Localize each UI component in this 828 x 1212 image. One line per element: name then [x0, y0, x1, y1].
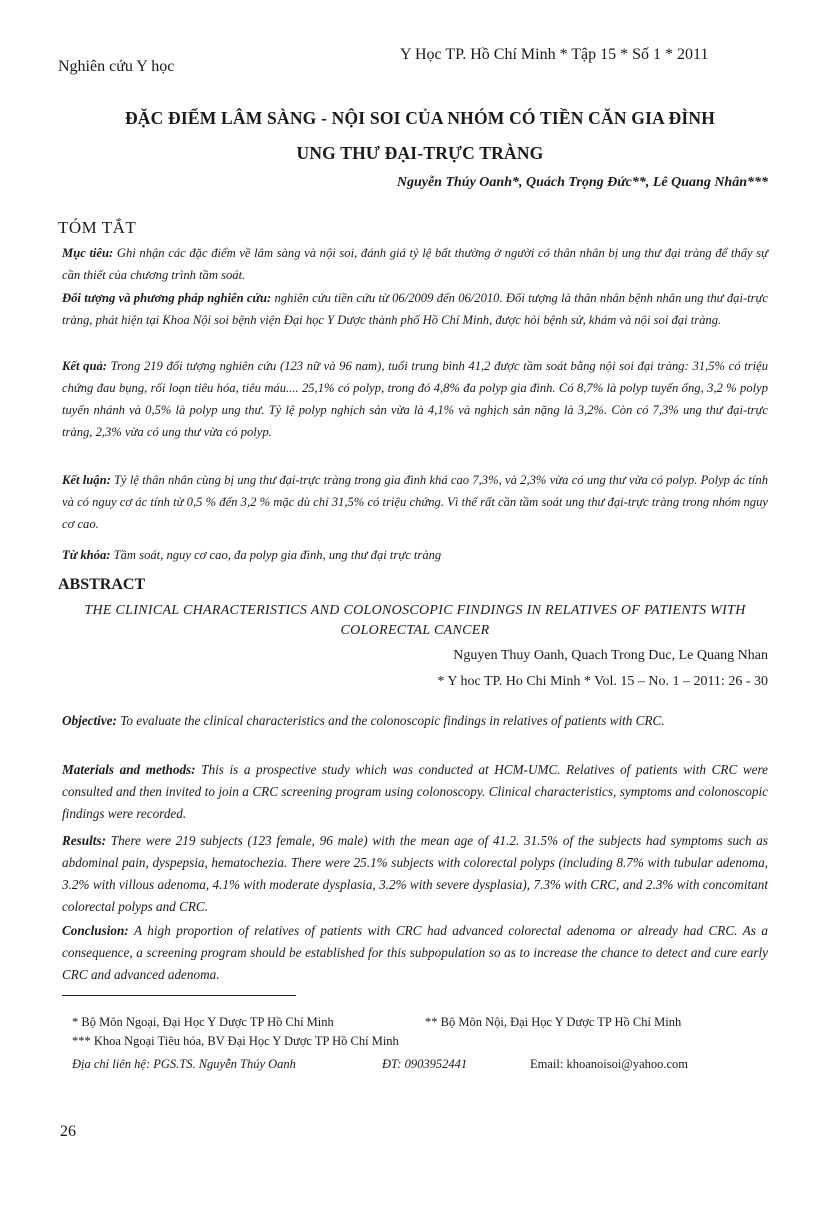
authors-english: Nguyen Thuy Oanh, Quach Trong Duc, Le Quang Nhan [453, 648, 768, 663]
lead-conclusion: Conclusion: [62, 923, 129, 938]
paragraph-muc-tieu [62, 242, 768, 286]
running-header-left: Nghiên cứu Y học [58, 58, 175, 75]
authors-vietnamese: Nguyễn Thúy Oanh*, Quách Trọng Đức**, Lê Quang Nhân*** [396, 175, 768, 190]
footnote-divider [62, 995, 296, 996]
text-ket-qua: Trong 219 đối tượng nghiên cứu (123 nữ và 96 nam), tuổi trung bình 41,2 được tầm soát bằng nội soi đại tràng: 31,5% có triệu chứng đau bụng, rối loạn tiêu hóa, tiêu máu.... 25,1% có polyp, trong đó 4,8% đa polyp gia đình. Có 8,7% là polyp tuyến ống, 3,2 % polyp tuyến nhánh và 0,5% là polyp ung thư. Tỷ lệ polyp nghịch sản vừa là 4,1% và nghịch sản nặng là 3,2%. Còn có 7,3% ung thư đại-trực tràng, 2,3% vừa có ung thư vừa có polyp. [62, 359, 768, 439]
article-title-line2: UNG THƯ ĐẠI-TRỰC TRÀNG [296, 143, 544, 163]
lead-materials: Materials and methods: [62, 762, 196, 777]
paragraph-doi-tuong [62, 287, 768, 331]
abstract-title: THE CLINICAL CHARACTERISTICS AND COLONOSCOPIC FINDINGS IN RELATIVES OF PATIENTS WITH COLORECTAL CANCER [84, 603, 746, 638]
paragraph-objective [62, 710, 768, 732]
section-heading-abstract: ABSTRACT [58, 576, 146, 593]
lead-tu-khoa: Từ khóa: [62, 548, 111, 562]
paragraph-conclusion [62, 920, 768, 986]
article-title-line1: ĐẶC ĐIỂM LÂM SÀNG - NỘI SOI CỦA NHÓM CÓ TIỀN CĂN GIA ĐÌNH [124, 108, 716, 128]
paragraph-ket-luan [62, 469, 768, 535]
running-header-right: Y Học TP. Hồ Chí Minh * Tập 15 * Số 1 * 2011 [400, 46, 709, 63]
lead-ket-luan: Kết luận: [62, 473, 111, 487]
paragraph-results [62, 830, 768, 918]
footnote-contact: Địa chỉ liên hệ: PGS.TS. Nguyễn Thúy Oanh [72, 1057, 296, 1071]
lead-doi-tuong: Đối tượng và phương pháp nghiên cứu: [62, 291, 272, 305]
footnote-email: Email: khoanoisoi@yahoo.com [530, 1057, 689, 1071]
footnote-affiliation-2: ** Bộ Môn Nội, Đại Học Y Dược TP Hồ Chí Minh [425, 1015, 682, 1029]
text-results: There were 219 subjects (123 female, 96 male) with the mean age of 41.2. 31.5% of the subjects had symptoms such as abdominal pain, dyspepsia, hematochezia. There were 25.1% subjects with colorectal polyps (including 8.7% with tubular adenoma, 3.2% with villous adenoma, 4.1% with moderate dysplasia, 3.2% with severe dysplasia), 7.3% with CRC, and 2.3% with concomitant colorectal polyps and CRC. [62, 833, 768, 914]
text-muc-tieu: Ghi nhận các đặc điểm về lâm sàng và nội soi, đánh giá tỷ lệ bất thường ở người có thân nhân bị ung thư đại tràng để thấy sự cần thiết của chương trình tầm soát. [62, 246, 769, 282]
text-tu-khoa: Tầm soát, nguy cơ cao, đa polyp gia đình, ung thư đại trực tràng [110, 548, 442, 562]
text-ket-luan: Tỷ lệ thân nhân cùng bị ung thư đại-trực tràng trong gia đình khá cao 7,3%, và 2,3% vừa có ung thư vừa có polyp. Polyp ác tính và có nguy cơ ác tính từ 0,5 % đến 3,2 % mặc dù chỉ 31,5% có triệu chứng. Vì thế rất cần tầm soát ung thư đại-trực tràng trong nhóm nguy cơ cao. [62, 473, 768, 531]
paragraph-materials [62, 759, 768, 825]
text-materials: This is a prospective study which was conducted at HCM-UMC. Relatives of patients with CRC were consulted and then invited to join a CRC screening program using colonoscopy. Clinical characteristics, symptoms and colonoscopic findings were recorded. [62, 762, 768, 821]
text-conclusion: A high proportion of relatives of patients with CRC had advanced colorectal adenoma or already had CRC. As a consequence, a screening program should be established for this subpopulation so as to increase the chance to detect and cure early CRC and advanced adenoma. [62, 923, 768, 982]
text-objective: To evaluate the clinical characteristics and the colonoscopic findings in relatives of patients with CRC. [116, 713, 665, 728]
section-heading-tomtat: TÓM TẮT [58, 218, 137, 237]
footnote-affiliation-3: *** Khoa Ngoại Tiêu hóa, BV Đại Học Y Dược TP Hồ Chí Minh [72, 1034, 399, 1048]
lead-ket-qua: Kết quả: [62, 359, 107, 373]
paragraph-ket-qua [62, 355, 768, 443]
lead-results: Results: [62, 833, 106, 848]
page-number: 26 [60, 1123, 76, 1140]
footnote-phone: ĐT: 0903952441 [382, 1057, 468, 1071]
citation-line: * Y hoc TP. Ho Chi Minh * Vol. 15 – No. 1 – 2011: 26 - 30 [437, 674, 768, 689]
lead-muc-tieu: Mục tiêu: [62, 246, 114, 260]
footnote-affiliation-1: * Bộ Môn Ngoại, Đại Học Y Dược TP Hồ Chí Minh [72, 1015, 334, 1029]
paragraph-tu-khoa [62, 544, 768, 566]
text-doi-tuong: nghiên cứu tiền cứu từ 06/2009 đến 06/2010. Đối tượng là thân nhân bệnh nhân ung thư đại-trực tràng, phát hiện tại Khoa Nội soi bệnh viện Đại học Y Dược thành phố Hồ Chí Minh, được hỏi bệnh sử, khám và nội soi đại tràng. [62, 291, 768, 327]
lead-objective: Objective: [62, 713, 117, 728]
